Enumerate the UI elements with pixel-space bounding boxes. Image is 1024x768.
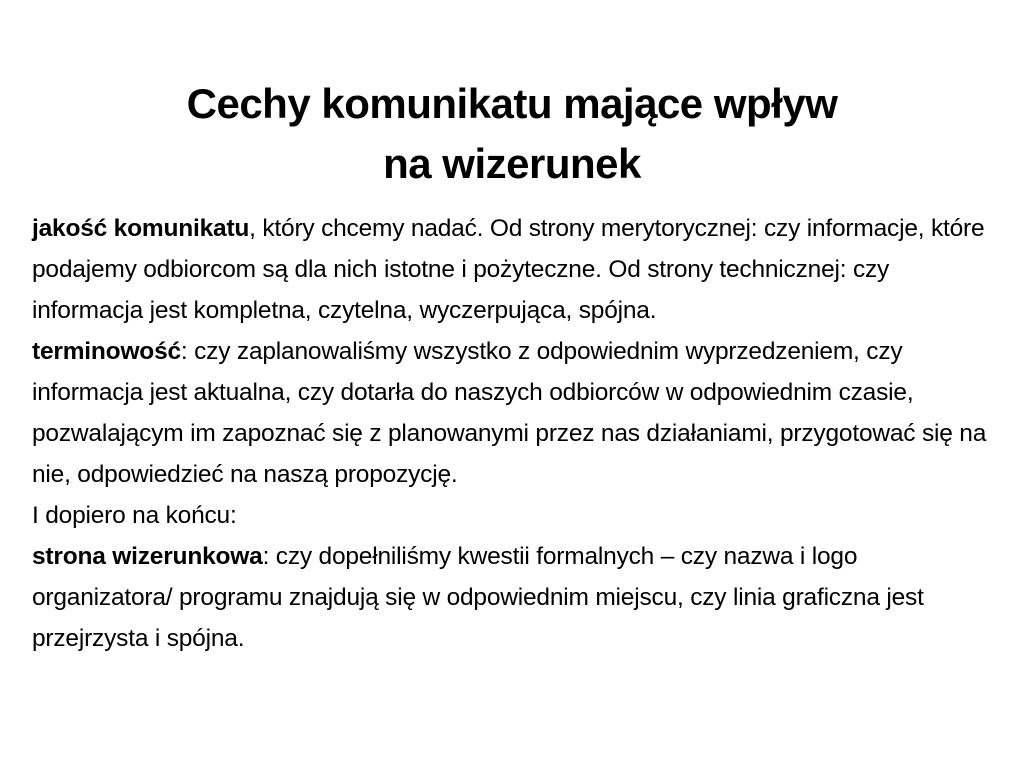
text-finally: I dopiero na końcu: [32,502,237,529]
paragraph-quality [32,208,992,331]
slide-title [60,74,964,194]
text-timeliness: : czy zaplanowaliśmy wszystko z odpowiednim wyprzedzeniem, czy informacja jest aktualna, czy dotarła do naszych odbiorców w odpowiednim czasie, pozwalającym im zapoznać się z planowanymi przez nas działaniami, przygotować się na nie, odpowiedzieć na naszą propozycję. [32,338,987,488]
paragraph-finally [32,495,992,536]
slide-body [32,208,992,659]
paragraph-timeliness [32,331,992,495]
term-timeliness: terminowość [32,338,181,365]
term-quality: jakość komunikatu [32,215,250,242]
text-image-side: : czy dopełniliśmy kwestii formalnych – czy nazwa i logo organizatora/ programu znajdują się w odpowiednim miejscu, czy linia graficzna jest przejrzysta i spójna. [32,543,924,652]
title-line-2: na wizerunek [383,140,641,187]
title-line-1: Cechy komunikatu mające wpływ [186,80,838,127]
paragraph-image-side [32,536,992,659]
term-image-side: strona wizerunkowa [32,543,263,570]
text-quality: , który chcemy nadać. Od strony merytorycznej: czy informacje, które podajemy odbiorcom są dla nich istotne i pożyteczne. Od strony technicznej: czy informacja jest kompletna, czytelna, wyczerpująca, spójna. [32,215,985,324]
